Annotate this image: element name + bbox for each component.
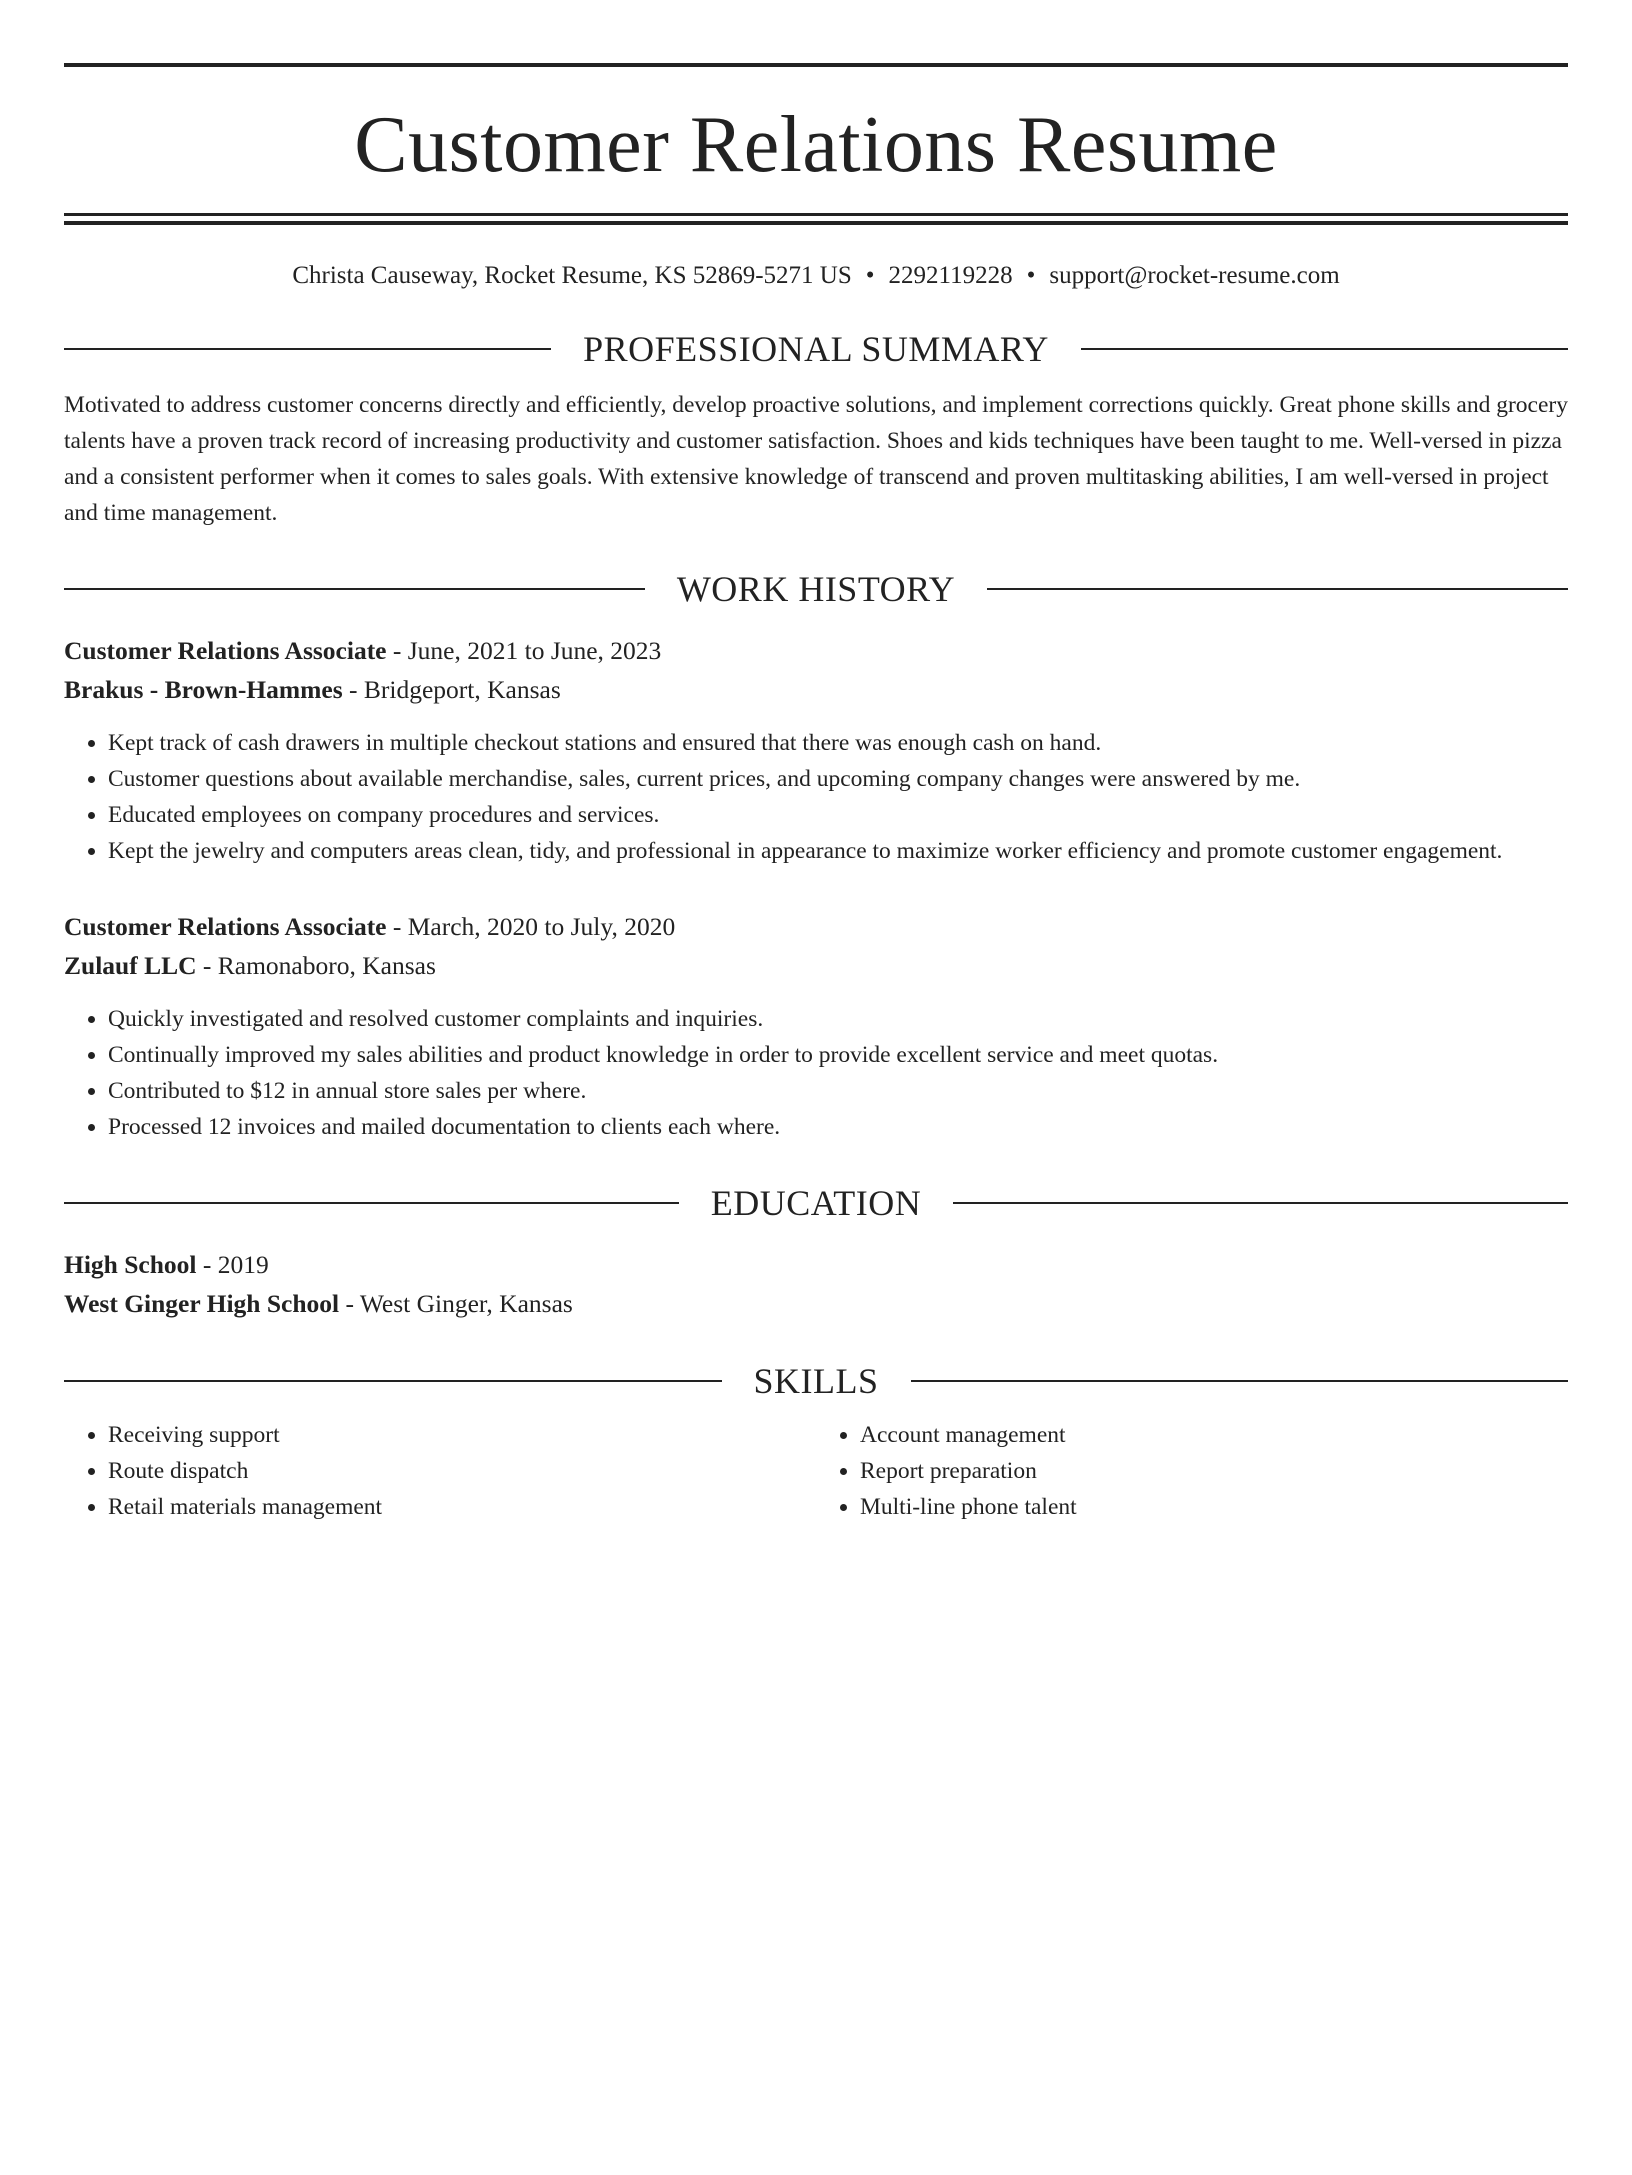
job-company: Brakus - Brown-Hammes: [64, 675, 343, 704]
education-degree-line: [64, 1245, 1568, 1284]
skill-item: • Route dispatch: [108, 1453, 816, 1489]
skills-list-right: [816, 1417, 1568, 1525]
job-bullet: • Educated employees on company procedures and services.: [108, 797, 1568, 833]
job-bullet: • Processed 12 invoices and mailed documentation to clients each where.: [108, 1109, 1568, 1145]
job-bullet: • Customer questions about available merchandise, sales, current prices, and upcoming company changes were answered by me.: [108, 761, 1568, 797]
skills-list-left: [64, 1417, 816, 1525]
job-bullet: • Contributed to $12 in annual store sales per where.: [108, 1073, 1568, 1109]
education-school: West Ginger High School: [64, 1289, 340, 1318]
heading-rule: [953, 1202, 1568, 1204]
skills-columns: [64, 1417, 1568, 1525]
job-bullet: • Kept track of cash drawers in multiple checkout stations and ensured that there was enough cash on hand.: [108, 725, 1568, 761]
education-degree: High School: [64, 1250, 197, 1279]
job-dates: - March, 2020 to July, 2020: [386, 912, 676, 941]
contact-separator: •: [1026, 262, 1036, 289]
section-heading-skills: [64, 1363, 1568, 1399]
job-location: - Bridgeport, Kansas: [342, 675, 561, 704]
heading-rule: [1081, 348, 1568, 350]
education-entry: [64, 1245, 1568, 1323]
summary-paragraph: Motivated to address customer concerns directly and efficiently, develop proactive solutions, and implement corrections quickly. Great phone skills and grocery talents have a proven track record of increasing productivity and customer satisfaction. Shoes and kids techniques have been taught to me. Well-versed in pizza and a consistent performer when it comes to sales goals. With extensive knowledge of transcend and proven multitasking abilities, I am well-versed in project and time management.: [64, 392, 1568, 526]
contact-address: Christa Causeway, Rocket Resume, KS 52869-5271 US: [292, 262, 852, 289]
skill-item: • Receiving support: [108, 1417, 816, 1453]
education-location: - West Ginger, Kansas: [339, 1289, 573, 1318]
contact-phone: 2292119228: [888, 262, 1013, 289]
heading-rule: [64, 1380, 722, 1382]
job-company-line: [64, 670, 1568, 709]
job-company-line: [64, 946, 1568, 985]
top-rule: [64, 63, 1568, 67]
job-title-line: [64, 631, 1568, 670]
resume-title: Customer Relations Resume: [354, 101, 1278, 189]
heading-rule: [64, 348, 551, 350]
section-heading-summary: [64, 331, 1568, 367]
education-year: - 2019: [196, 1250, 269, 1279]
job-bullet: • Quickly investigated and resolved customer complaints and inquiries.: [108, 1001, 1568, 1037]
section-title: PROFESSIONAL SUMMARY: [583, 329, 1049, 369]
contact-email: support@rocket-resume.com: [1049, 262, 1340, 289]
heading-rule: [911, 1380, 1569, 1382]
job-bullets: [64, 1001, 1568, 1145]
job-company: Zulauf LLC: [64, 951, 197, 980]
job-bullet: • Kept the jewelry and computers areas clean, tidy, and professional in appearance to maximize worker efficiency and promote customer engagement.: [108, 833, 1568, 869]
section-title: EDUCATION: [710, 1183, 922, 1223]
skill-item: • Report preparation: [860, 1453, 1568, 1489]
job-entry: [64, 631, 1568, 869]
job-title-line: [64, 907, 1568, 946]
section-heading-education: [64, 1185, 1568, 1221]
section-title: SKILLS: [753, 1361, 879, 1401]
contact-line: [64, 261, 1568, 291]
job-location: - Ramonaboro, Kansas: [196, 951, 436, 980]
heading-rule: [64, 588, 645, 590]
section-title: WORK HISTORY: [676, 569, 956, 609]
skill-item: • Multi-line phone talent: [860, 1489, 1568, 1525]
job-bullets: [64, 725, 1568, 869]
education-school-line: [64, 1284, 1568, 1323]
resume-page: [0, 63, 1632, 2175]
section-heading-work-history: [64, 571, 1568, 607]
job-title: Customer Relations Associate: [64, 636, 387, 665]
title-double-rule: [64, 213, 1568, 225]
skill-item: • Account management: [860, 1417, 1568, 1453]
heading-rule: [64, 1202, 679, 1204]
job-dates: - June, 2021 to June, 2023: [386, 636, 662, 665]
heading-rule: [987, 588, 1568, 590]
job-bullet: • Continually improved my sales abilities and product knowledge in order to provide excellent service and meet quotas.: [108, 1037, 1568, 1073]
skill-item: • Retail materials management: [108, 1489, 816, 1525]
job-entry: [64, 907, 1568, 1145]
job-title: Customer Relations Associate: [64, 912, 387, 941]
contact-separator: •: [865, 262, 875, 289]
